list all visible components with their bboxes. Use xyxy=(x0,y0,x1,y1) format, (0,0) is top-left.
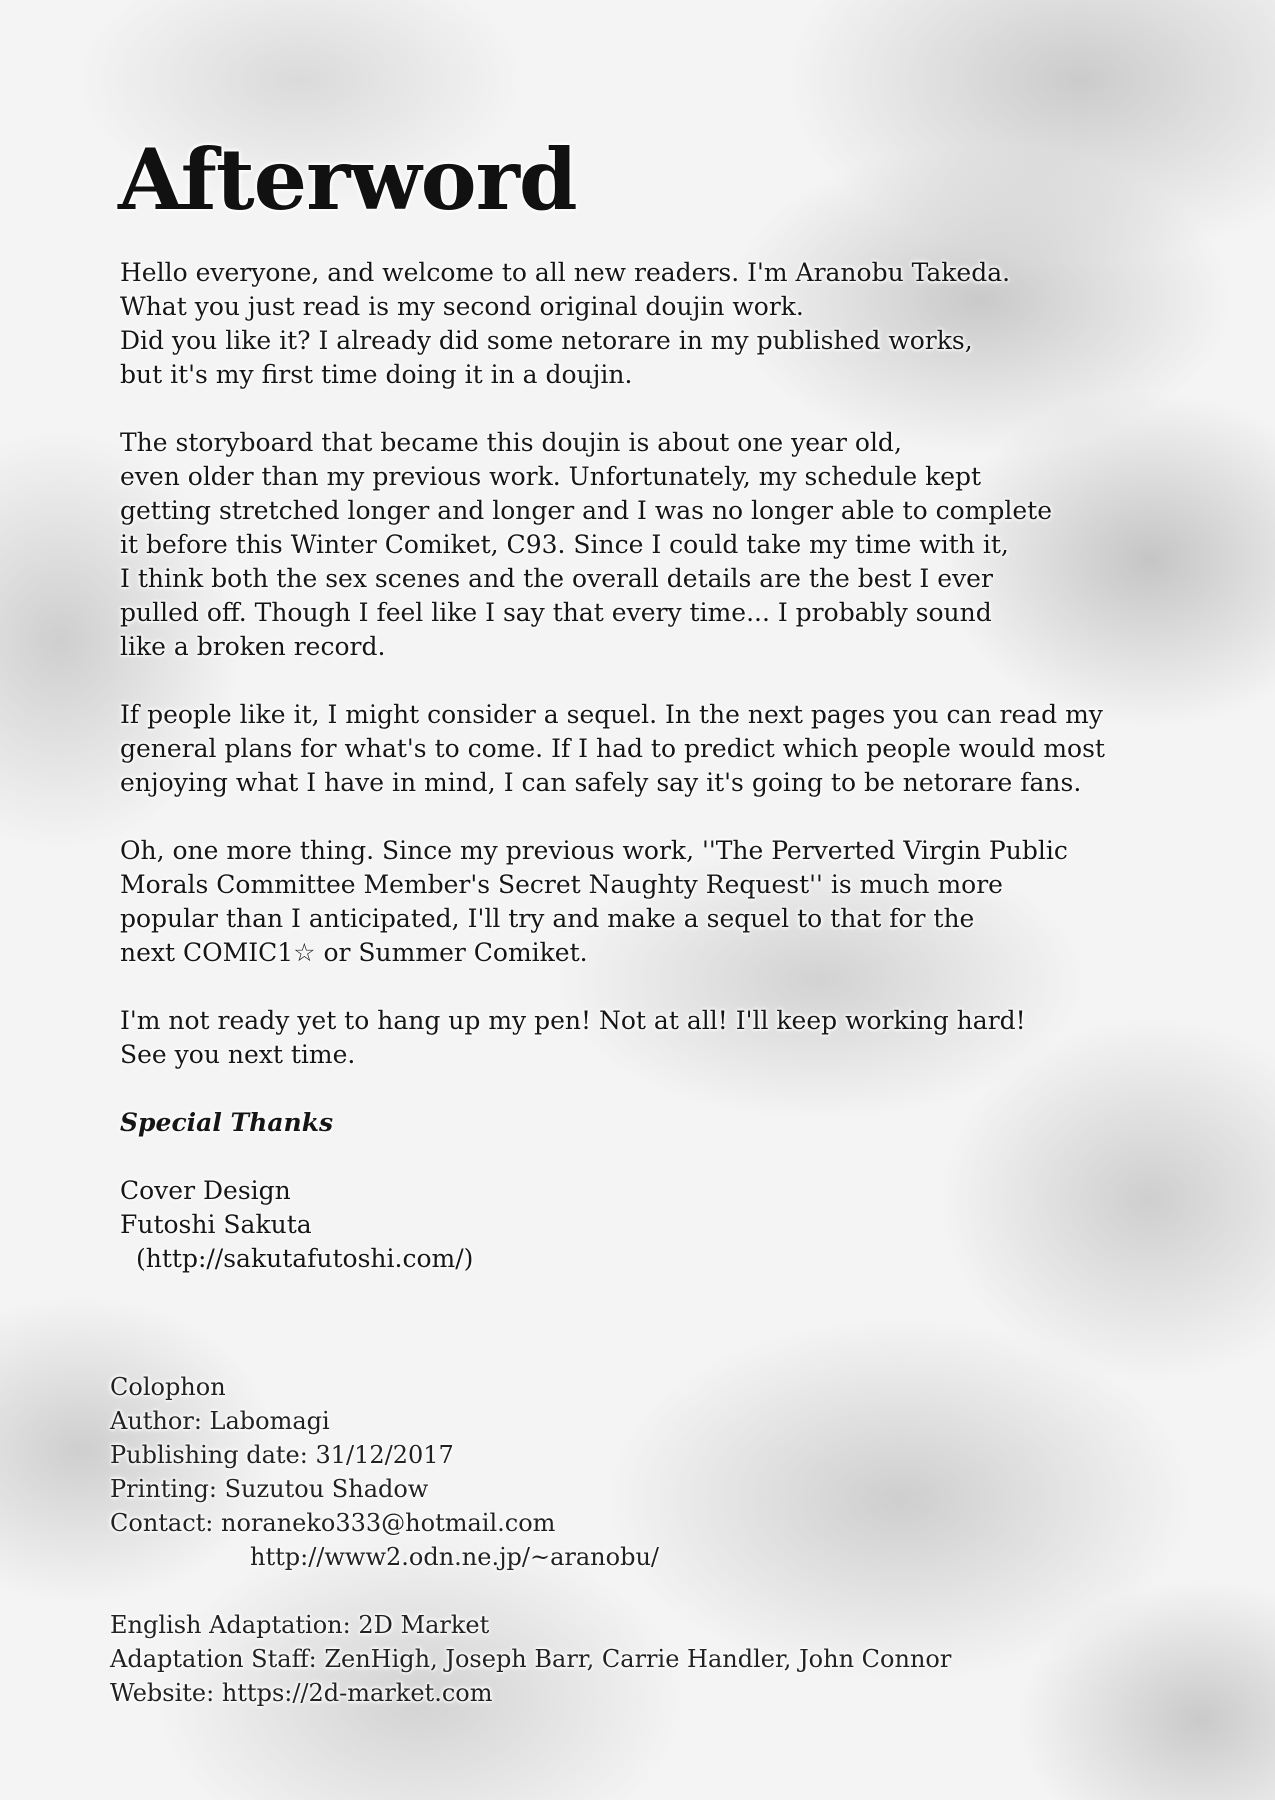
colophon-english-adaptation: English Adaptation: 2D Market xyxy=(110,1611,490,1639)
colophon-author: Author: Labomagi xyxy=(110,1407,330,1435)
paragraph-intro xyxy=(120,256,1220,392)
colophon-publication xyxy=(110,1370,1210,1574)
text-line: but it's my first time doing it in a doujin. xyxy=(120,360,633,389)
text-line: like a broken record. xyxy=(120,632,386,661)
text-line: Morals Committee Member's Secret Naughty Request'' is much more xyxy=(120,870,1003,899)
paragraph-sequel xyxy=(120,698,1220,800)
text-line: I think both the sex scenes and the overall details are the best I ever xyxy=(120,564,993,593)
text-line: even older than my previous work. Unfortunately, my schedule kept xyxy=(120,462,982,491)
special-thanks-credits xyxy=(120,1174,1220,1276)
text-line: The storyboard that became this doujin is about one year old, xyxy=(120,428,902,457)
text-line: pulled off. Though I feel like I say that every time... I probably sound xyxy=(120,598,992,627)
colophon-heading: Colophon xyxy=(110,1373,226,1401)
credit-name: Futoshi Sakuta xyxy=(120,1210,312,1239)
text-line: general plans for what's to come. If I had to predict which people would most xyxy=(120,734,1105,763)
text-line: What you just read is my second original doujin work. xyxy=(120,292,804,321)
text-line: next COMIC1☆ or Summer Comiket. xyxy=(120,938,588,967)
colophon-publishing-date: Publishing date: 31/12/2017 xyxy=(110,1441,454,1469)
paragraph-storyboard xyxy=(120,426,1220,664)
special-thanks-heading: Special Thanks xyxy=(120,1108,334,1137)
text-line: enjoying what I have in mind, I can safely say it's going to be netorare fans. xyxy=(120,768,1082,797)
text-line: Oh, one more thing. Since my previous work, ''The Perverted Virgin Public xyxy=(120,836,1068,865)
page-title: Afterword xyxy=(118,130,577,229)
colophon xyxy=(110,1370,1210,1744)
credit-url: (http://sakutafutoshi.com/) xyxy=(136,1244,474,1273)
paragraph-previous-work xyxy=(120,834,1220,970)
credit-role: Cover Design xyxy=(120,1176,291,1205)
text-line: See you next time. xyxy=(120,1040,356,1069)
text-line: popular than I anticipated, I'll try and make a sequel to that for the xyxy=(120,904,975,933)
text-line: Did you like it? I already did some netorare in my published works, xyxy=(120,326,973,355)
text-line: getting stretched longer and longer and I was no longer able to complete xyxy=(120,496,1052,525)
colophon-contact-url: http://www2.odn.ne.jp/~aranobu/ xyxy=(250,1543,659,1571)
paragraph-closing xyxy=(120,1004,1220,1072)
text-line: it before this Winter Comiket, C93. Since I could take my time with it, xyxy=(120,530,1009,559)
colophon-adaptation-staff: Adaptation Staff: ZenHigh, Joseph Barr, Carrie Handler, John Connor xyxy=(110,1645,952,1673)
colophon-contact: Contact: noraneko333@hotmail.com xyxy=(110,1509,556,1537)
afterword-body xyxy=(120,256,1220,1276)
text-line: If people like it, I might consider a sequel. In the next pages you can read my xyxy=(120,700,1103,729)
text-line: Hello everyone, and welcome to all new readers. I'm Aranobu Takeda. xyxy=(120,258,1011,287)
colophon-website: Website: https://2d-market.com xyxy=(110,1679,493,1707)
colophon-adaptation xyxy=(110,1608,1210,1710)
colophon-printing: Printing: Suzutou Shadow xyxy=(110,1475,429,1503)
text-line: I'm not ready yet to hang up my pen! Not at all! I'll keep working hard! xyxy=(120,1006,1026,1035)
